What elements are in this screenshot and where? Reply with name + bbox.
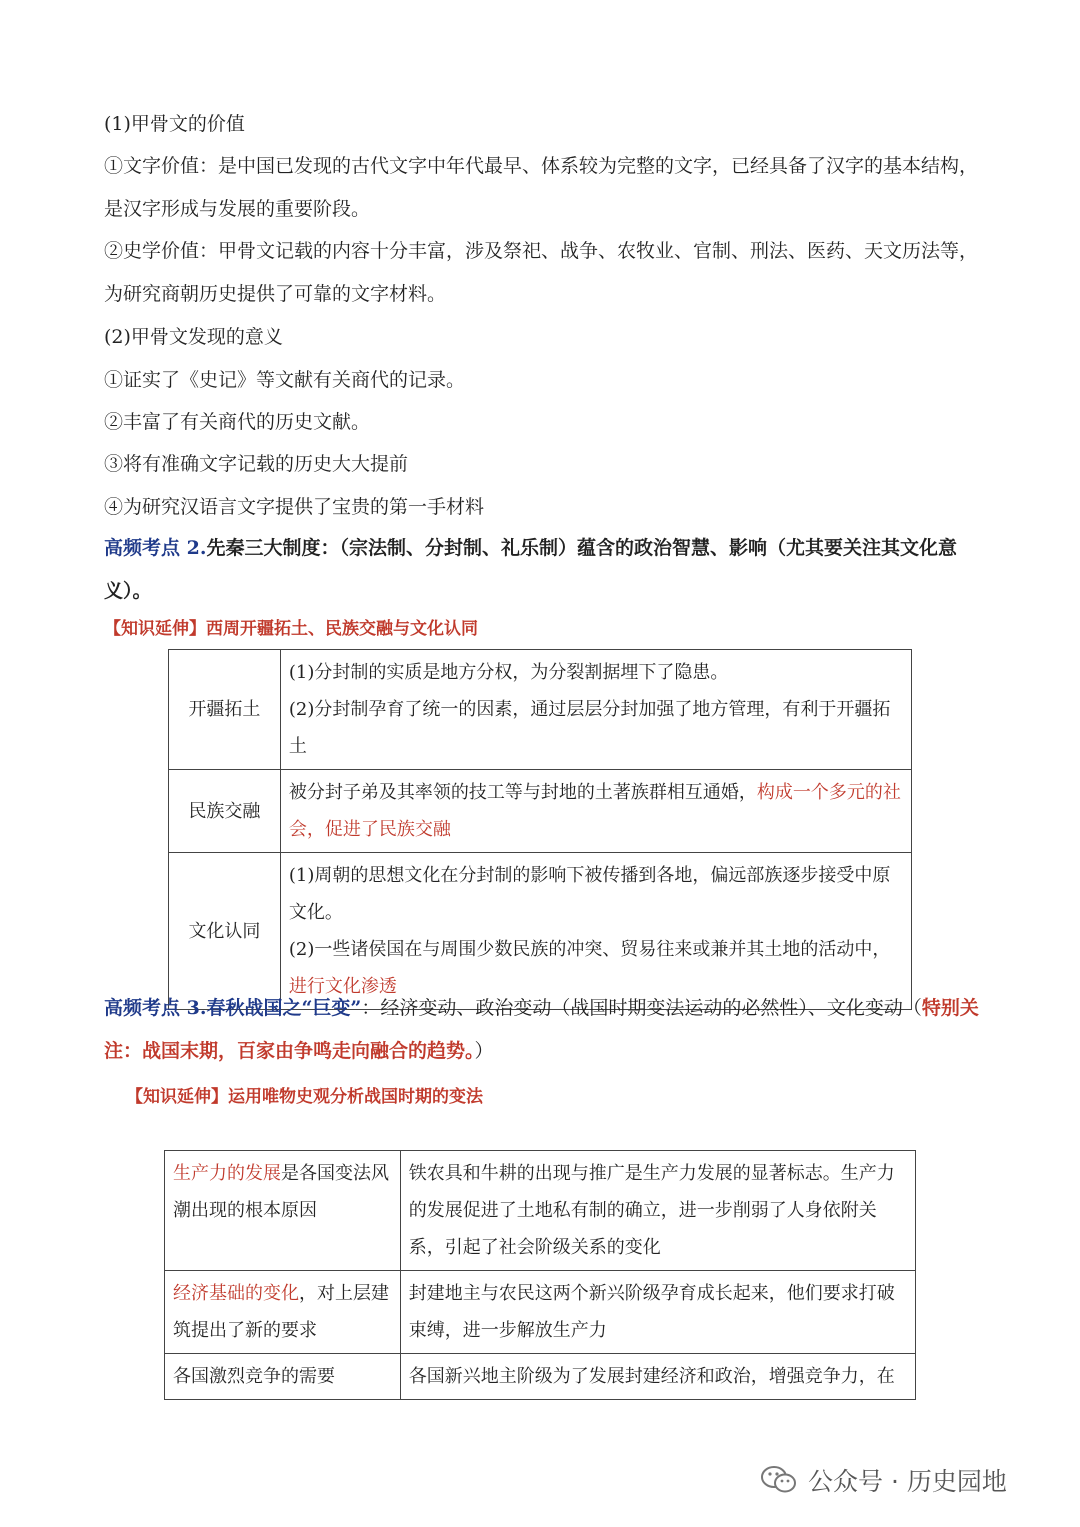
table-row [165, 1271, 916, 1354]
extension-table-2 [164, 1150, 916, 1400]
wechat-icon [760, 1465, 798, 1495]
cell-highlight: 构成一个多元的社会，促进了民族交融 [288, 782, 901, 840]
cell-line: (1)周朝的思想文化在分封制的影响下被传播到各地，偏远部族逐步接受中原文化。 [288, 865, 891, 923]
table-row [169, 853, 912, 1010]
cell-line: (2)分封制孕育了统一的因素，通过层层分封加强了地方管理，有利于开疆拓土 [288, 699, 891, 757]
table-cell [280, 770, 911, 853]
table-row-head: 文化认同 [169, 853, 281, 1010]
key-point-text: 先秦三大制度：（宗法制、分封制、礼乐制）蕴含的政治智慧、影响（尤其要关注其文化意义）。 [104, 537, 957, 602]
table-cell: 各国新兴地主阶级为了发展封建经济和政治，增强竞争力，在 [400, 1354, 915, 1400]
knowledge-extension-label: 【知识延伸】西周开疆拓土、民族交融与文化认同 [104, 619, 478, 639]
cell-text: 是各国变法风潮出现的根本原因 [173, 1163, 389, 1221]
list-item: ④为研究汉语言文字提供了宝贵的第一手材料 [104, 496, 485, 518]
table-cell: 各国激烈竞争的需要 [165, 1354, 401, 1400]
table-cell [280, 853, 911, 1010]
list-item: ①证实了《史记》等文献有关商代的记录。 [104, 369, 466, 391]
key-point-text: ：经济变动、政治变动（战国时期变法运动的必然性）、文化变动（ [361, 997, 922, 1019]
section-title: (2)甲骨文发现的意义 [104, 326, 283, 348]
cell-line: (1)分封制的实质是地方分权，为分裂割据埋下了隐患。 [288, 662, 729, 683]
section-title: (1)甲骨文的价值 [104, 113, 245, 135]
table-row-head: 开疆拓土 [169, 650, 281, 770]
list-item: ②丰富了有关商代的历史文献。 [104, 411, 371, 433]
table-row-head: 民族交融 [169, 770, 281, 853]
cell-highlight: 经济基础的变化 [173, 1283, 299, 1304]
table-cell [280, 650, 911, 770]
cell-line: (2)一些诸侯国在与周围少数民族的冲突、贸易往来或兼并其土地的活动中， [288, 939, 891, 960]
key-point-highlight: 特别关注：战国末期，百家由争鸣走向融合的趋势。 [104, 997, 979, 1062]
table-row [165, 1151, 916, 1271]
table-cell [165, 1151, 401, 1271]
cell-text: ，对上层建筑提出了新的要求 [173, 1283, 389, 1341]
table-row [169, 770, 912, 853]
list-item: ③将有准确文字记载的历史大大提前 [104, 453, 409, 475]
table-row [165, 1354, 916, 1400]
key-point-tail: ） [474, 1040, 494, 1062]
table-cell: 铁农具和牛耕的出现与推广是生产力发展的显著标志。生产力的发展促进了土地私有制的确立，进一步削弱了人身依附关系，引起了社会阶级关系的变化 [400, 1151, 915, 1271]
paragraph-history-value: ②史学价值：甲骨文记载的内容十分丰富，涉及祭祀、战争、农牧业、官制、刑法、医药、天文历法等，为研究商朝历史提供了可靠的文字材料。 [104, 240, 979, 305]
cell-highlight: 进行文化渗透 [288, 976, 397, 997]
cell-text: 被分封子弟及其率领的技工等与封地的土著族群相互通婚， [288, 782, 757, 803]
paragraph-text-value: ①文字价值：是中国已发现的古代文字中年代最早、体系较为完整的文字，已经具备了汉字的基本结构，是汉字形成与发展的重要阶段。 [104, 155, 979, 220]
table-cell: 封建地主与农民这两个新兴阶级孕育成长起来，他们要求打破束缚，进一步解放生产力 [400, 1271, 915, 1354]
watermark-text: 公众号 · 历史园地 [808, 1467, 1007, 1496]
knowledge-extension-label: 【知识延伸】运用唯物史观分析战国时期的变法 [126, 1087, 483, 1107]
key-point-prefix: 高频考点 3. [104, 997, 207, 1019]
key-point-3 [104, 987, 984, 1073]
extension-table-1 [168, 649, 912, 1010]
cell-highlight: 生产力的发展 [173, 1163, 281, 1184]
key-point-prefix: 高频考点 2. [104, 537, 207, 559]
watermark-footer [760, 1462, 1007, 1498]
table-cell [165, 1271, 401, 1354]
key-point-2 [104, 527, 984, 613]
key-point-title: 春秋战国之“巨变” [206, 997, 362, 1019]
table-row [169, 650, 912, 770]
